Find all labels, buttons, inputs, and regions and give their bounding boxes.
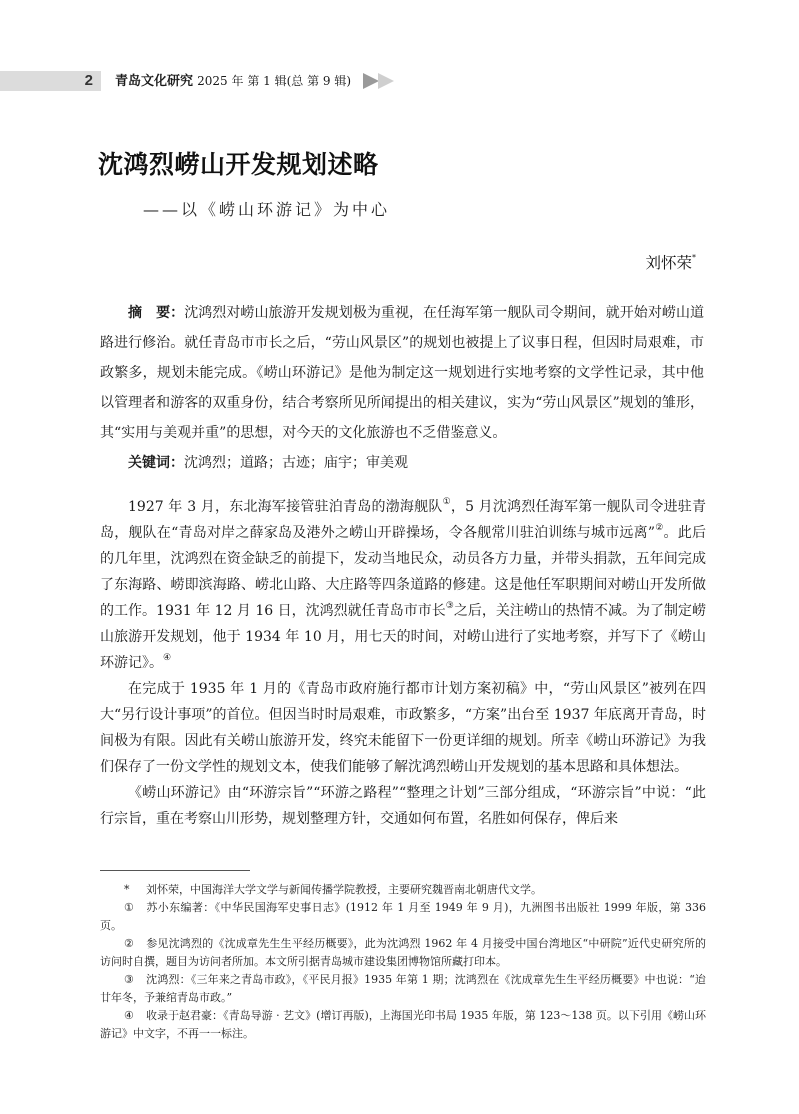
footnote: [100, 1007, 706, 1043]
footnote-mark: *: [124, 883, 130, 896]
author-name: 刘怀荣: [645, 254, 692, 272]
footnote-mark: ②: [124, 937, 134, 950]
footnote-ref[interactable]: ①: [442, 497, 451, 507]
body-text: 在完成于 1935 年 1 月的《青岛市政府施行都市计划方案初稿》中，“劳山风景区”被列在四大“另行设计事项”的首位。但因当时时局艰难，市政繁多，“方案”出台至 1937 年底离开青岛，时间极为有限。因此有关崂山旅游开发，终究未能留下一份更详细的规划。所幸《崂山环游记》为我们保存了一份文学性的规划文本，使我们能够了解沈鸿烈崂山开发规划的基本思路和具体想法。: [100, 681, 706, 775]
body-text: ，5 月沈鸿烈任海军第一舰队司令进驻青岛，舰队在“青岛对岸之薛家岛及港外之崂山开辟操场，令各舰常川驻泊训练与城市远离”: [100, 499, 706, 541]
footnote-text: 苏小东编著：《中华民国海军史事日志》(1912 年 1 月至 1949 年 9 月)，九洲图书出版社 1999 年版，第 336 页。: [100, 901, 706, 932]
footnotes: [100, 881, 706, 1043]
footnote-text: 沈鸿烈：《三年来之青岛市政》，《平民月报》1935 年第 1 期；沈鸿烈在《沈成章先生生平经历概要》中也说：“迨廿年冬，予兼绾青岛市政。”: [100, 973, 706, 1004]
arrow-light-icon: [378, 73, 394, 89]
keywords-text: 沈鸿烈；道路；古迹；庙宇；审美观: [184, 455, 408, 471]
footnote: [100, 935, 706, 971]
page-number-bar: [0, 71, 101, 91]
footnote-divider: [100, 870, 250, 871]
author: [645, 253, 696, 273]
article-subtitle: ——以《崂山环游记》为中心: [143, 200, 391, 219]
footnote: [100, 971, 706, 1007]
running-head: [0, 71, 470, 91]
abstract-paragraph: [100, 298, 704, 448]
body-paragraph: [100, 780, 706, 832]
author-footnote-mark[interactable]: *: [692, 253, 696, 262]
page-number: 2: [84, 72, 93, 89]
double-arrow-icon: [361, 72, 401, 90]
footnote-mark: ①: [124, 901, 134, 914]
keywords-label: 关键词：: [128, 455, 184, 471]
footnote-ref[interactable]: ③: [445, 601, 454, 611]
footnote-text: 参见沈鸿烈的《沈成章先生生平经历概要》，此为沈鸿烈 1962 年 4 月接受中国台湾地区“中研院”近代史研究所的访问时自撰，题目为访问者所加。本文所引据青岛城市建设集团博物馆所藏打印本。: [100, 937, 706, 968]
body-text: 之后，关注崂山的热情不减。为了制定崂山旅游开发规划，他于 1934 年 10 月，用七天的时间，对崂山进行了实地考察，并写下了《崂山环游记》。: [100, 603, 707, 671]
keywords: [100, 448, 704, 478]
article-title: 沈鸿烈崂山开发规划述略: [98, 150, 379, 179]
body-paragraph: [100, 676, 706, 780]
abstract: [100, 298, 704, 478]
body-paragraph: [100, 494, 706, 676]
journal-name: 青岛文化研究: [115, 73, 194, 89]
footnote: [100, 881, 706, 899]
footnote-text: 刘怀荣，中国海洋大学文学与新闻传播学院教授，主要研究魏晋南北朝唐代文学。: [146, 883, 542, 896]
body-text: 。此后的几年里，沈鸿烈在资金缺乏的前提下，发动当地民众，动员各方力量，并带头捐款，五年间完成了东海路、崂即滨海路、崂北山路、大庄路等四条道路的修建。这是他任军职期间对崂山开发所做的工作。1931 年 12 月 16 日，沈鸿烈就任青岛市市长: [100, 525, 706, 619]
journal-info: [115, 71, 351, 92]
footnote-ref[interactable]: ④: [163, 653, 172, 663]
footnote-mark: ④: [124, 1009, 134, 1022]
footnote-ref[interactable]: ②: [655, 523, 664, 533]
body-text: 《崂山环游记》由“环游宗旨”“环游之路程”“整理之计划”三部分组成，“环游宗旨”中说：“此行宗旨，重在考察山川形势，规划整理方针，交通如何布置，名胜如何保存，俾后来: [100, 785, 706, 827]
abstract-text: 沈鸿烈对崂山旅游开发规划极为重视，在任海军第一舰队司令期间，就开始对崂山道路进行修治。就任青岛市市长之后，“劳山风景区”的规划也被提上了议事日程，但因时局艰难，市政繁多，规划未能完成。《崂山环游记》是他为制定这一规划进行实地考察的文学性记录，其中他以管理者和游客的双重身份，结合考察所见所闻提出的相关建议，实为“劳山风景区”规划的雏形，其“实用与美观并重”的思想，对今天的文化旅游也不乏借鉴意义。: [100, 305, 705, 441]
footnote: [100, 899, 706, 935]
footnote-text: 收录于赵君豪：《青岛导游 · 艺文》(增订再版)，上海国光印书局 1935 年版，第 123～138 页。以下引用《崂山环游记》中文字，不再一一标注。: [100, 1009, 706, 1040]
journal-issue: 2025 年 第 1 辑(总 第 9 辑): [197, 73, 352, 88]
arrow-dark-icon: [363, 73, 379, 89]
article-body: [100, 494, 706, 832]
abstract-label: 摘 要：: [128, 305, 185, 321]
footnote-mark: ③: [124, 973, 134, 986]
body-text: 1927 年 3 月，东北海军接管驻泊青岛的渤海舰队: [128, 499, 443, 515]
